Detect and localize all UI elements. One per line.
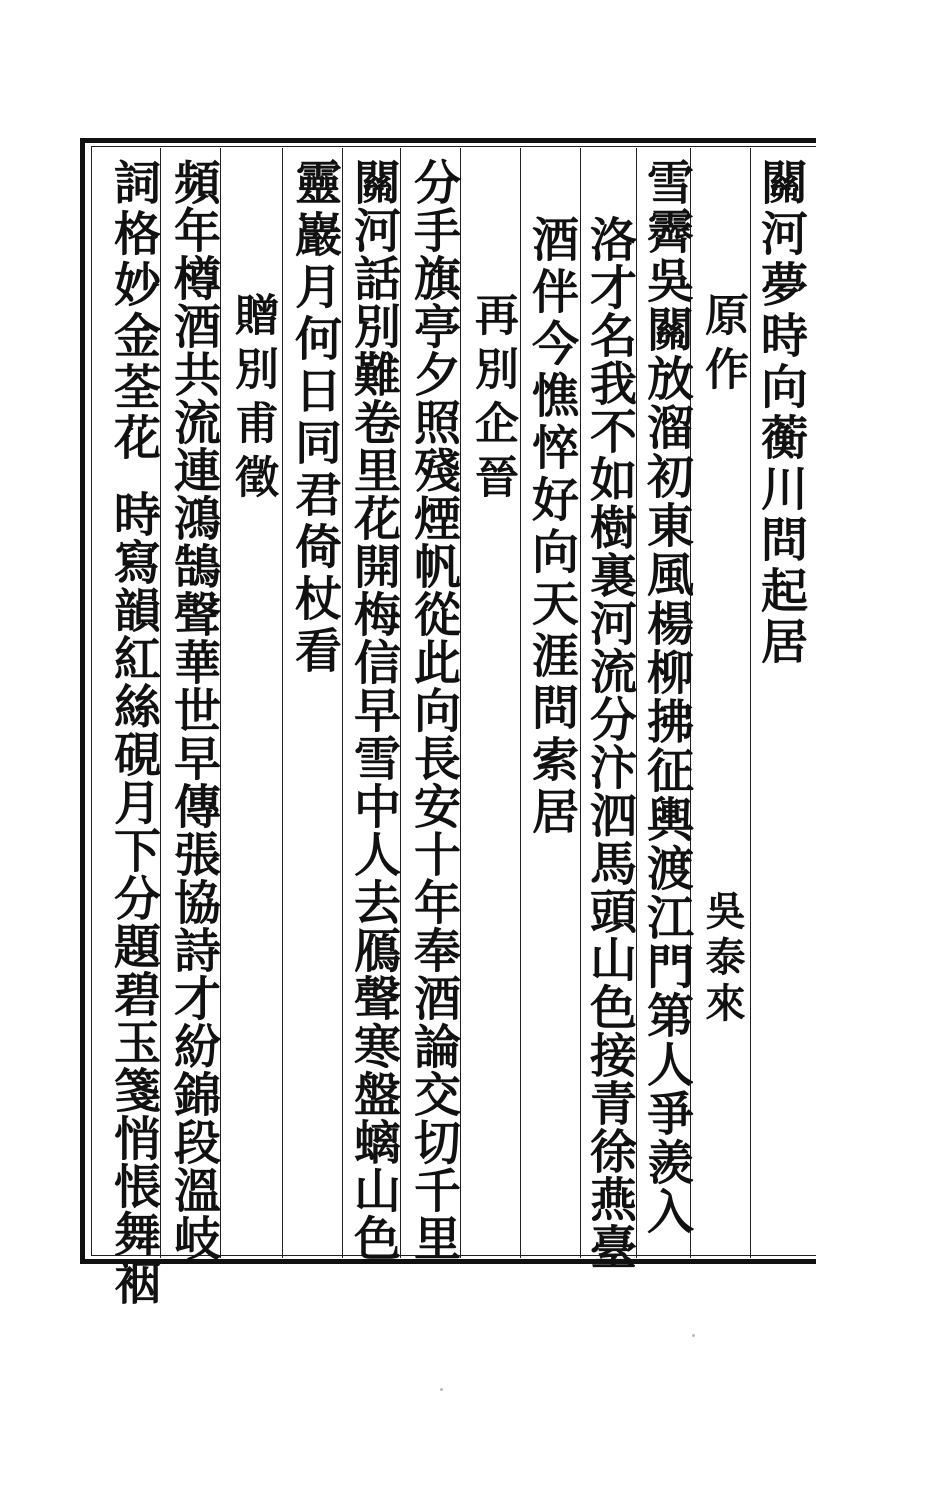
poem-line: 關河話別難卷里花開梅信早雪中人去鴈聲寒盤螭山色	[346, 158, 401, 1262]
column-rule	[750, 148, 751, 1258]
column-rule	[520, 148, 521, 1258]
poem-line: 時寫韻紅絲硯月下分題碧玉箋悄悵舞裀	[106, 490, 161, 1306]
poem-subtitle: 贈別甫徵	[227, 292, 278, 508]
poem-line: 靈巖月何日同君倚杖看	[287, 158, 342, 678]
scan-speck	[692, 1334, 695, 1337]
column-rule	[282, 148, 283, 1258]
poem-title: 關河夢時向蘅川問起居	[753, 158, 808, 668]
author-name: 吳泰來	[699, 890, 746, 1028]
scan-speck	[440, 1388, 443, 1391]
poem-line: 酒伴今憔悴好向天涯問索居	[524, 215, 579, 839]
poem-line: 雪霽吳關放溜初東風楊柳拂征輿渡江門第人爭羨入	[639, 158, 694, 1236]
poem-subtitle: 再別企晉	[467, 292, 518, 508]
poem-line: 洛才名我不如樹裏河流分汴泗馬頭山色接青徐燕臺	[582, 215, 637, 1271]
poem-line: 分手旗亭夕照殘煙帆從此向長安十年奉酒論交切千里	[406, 158, 461, 1262]
section-label-original: 原作	[697, 292, 748, 400]
poem-line: 詞格妙金荃花	[106, 158, 161, 464]
poem-line: 頻年樽酒共流連鴻鵠聲華世早傳張協詩才紛錦段溫岐	[166, 158, 221, 1262]
column-rule	[580, 148, 581, 1258]
column-rule	[342, 148, 343, 1258]
